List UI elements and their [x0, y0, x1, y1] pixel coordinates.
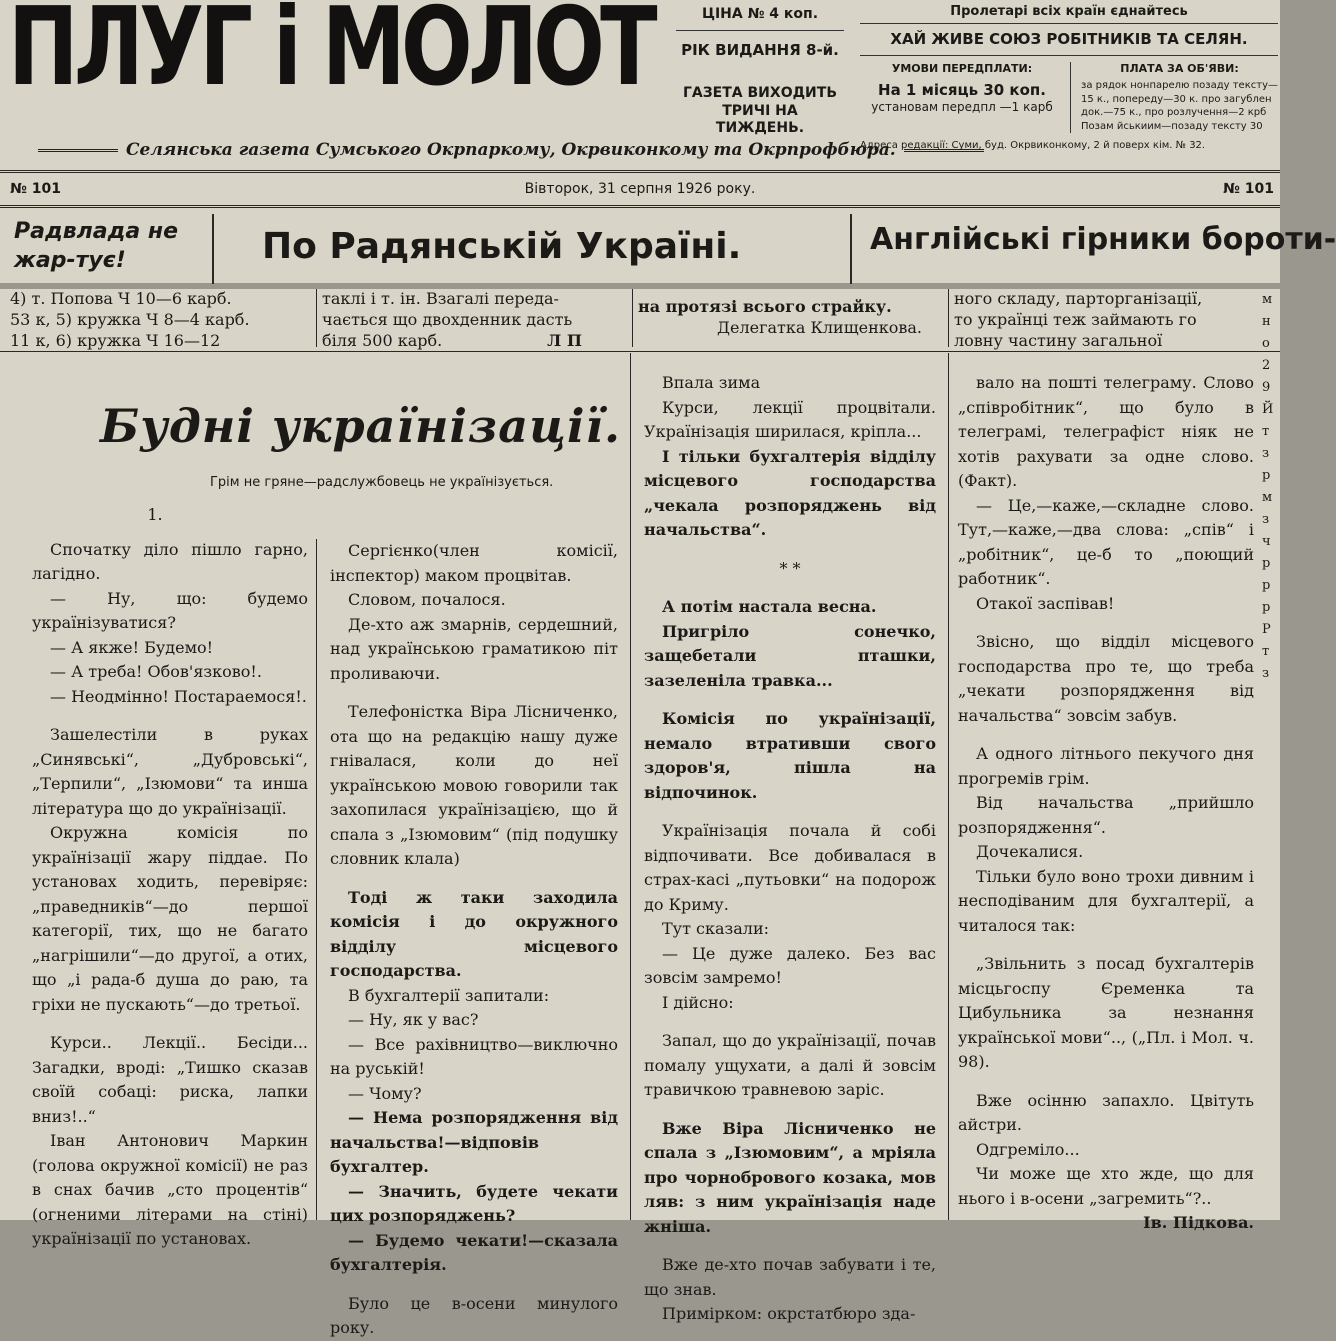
dateline	[0, 170, 1280, 208]
article-paragraph: * *	[779, 558, 801, 578]
article-paragraph: Спочатку діло пішло гарно, лагідно.	[32, 539, 308, 583]
strip-line: 4) т. Попова Ч 10—6 карб.	[10, 289, 232, 308]
strip-line: ного складу, парторганізації,	[954, 289, 1203, 308]
strip-signature: Л П	[547, 330, 582, 350]
strip-line: 11 к, 6) кружка Ч 16—12	[10, 330, 221, 350]
article-paragraph: — Будемо чекати!—сказала бухгалтерія.	[330, 1230, 618, 1274]
horizontal-rule	[0, 351, 1280, 352]
article-paragraph: Одгреміло...	[976, 1139, 1080, 1159]
column-divider	[316, 289, 317, 347]
article-paragraph: Вже Віра Лісниченко не спала з „Ізюмовим“, а мріяла про чорнобрового козака, мов ляв: з ним українізація наде жніша.	[644, 1118, 936, 1236]
article-paragraph: Чи може ще хто жде, що для нього і в-осени „загремить“?..	[958, 1164, 1254, 1208]
article-paragraph: Словом, почалося.	[348, 590, 506, 609]
strip-col-1	[10, 289, 310, 351]
article-paragraph: — А якже! Будемо!	[50, 637, 214, 657]
article-paragraph: — Це дуже далеко. Без вас зовсім замремо!	[644, 943, 936, 987]
article-title: Будні українізації.	[100, 399, 622, 453]
strip-line: біля 500 карб.	[322, 330, 443, 350]
headline-left: Радвлада не жар-тує!	[14, 219, 179, 273]
issue-number-left: № 101	[10, 181, 61, 197]
issue-date: Вівторок, 31 серпня 1926 року.	[524, 181, 756, 197]
article-column-4	[958, 371, 1254, 1236]
article-paragraph: Курси, лекції процвітали. Українізація ширилася, кріпла...	[644, 397, 936, 441]
article-paragraph: Пригріло сонечко, защебетали пташки, зазеленіла травка...	[644, 621, 936, 690]
editorial-address: Адреса редакції: Суми, буд. Окрвиконкому, 2 й поверх кім. № 32.	[860, 140, 1206, 152]
article-clipping	[0, 289, 1280, 1337]
subscription-institutions: установам передпл —1 карб	[871, 100, 1053, 115]
article-paragraph: Курси.. Лекції.. Бесіди... Загадки, вроді: „Тишко сказав своїй собаці: риска, лапки вниз!..“	[32, 1033, 308, 1126]
article-paragraph: Вже де-хто почав забувати і те, що знав.	[644, 1255, 936, 1299]
article-column-1	[32, 503, 308, 1252]
article-paragraph: Отакої заспівав!	[976, 593, 1115, 613]
column-divider	[632, 289, 633, 347]
article-paragraph: — А треба! Обов'язково!.	[50, 662, 262, 681]
previous-page-strip	[0, 289, 1280, 349]
newspaper-masthead-clipping	[0, 0, 1336, 283]
frequency-line-2: ТРИЧІ НА ТИЖДЕНЬ.	[715, 102, 805, 137]
article-paragraph: — Ну, що: будемо українізуватися?	[32, 588, 308, 632]
strip-signature: Делегатка Клищенкова.	[717, 317, 922, 337]
article-paragraph: Де-хто аж змарнів, сердешний, над українською граматикою піт проливаючи.	[330, 614, 618, 683]
frequency-line-1: ГАЗЕТА ВИХОДИТЬ	[682, 85, 837, 102]
article-paragraph: — Чому?	[348, 1083, 422, 1103]
column-divider	[316, 539, 317, 1220]
section-headlines	[0, 214, 1336, 284]
ad-rate-line: док.—75 к., про розлучення—2 крб	[1081, 107, 1267, 119]
headline-right: Англійські гірники бороти-	[870, 222, 1336, 257]
article-paragraph: Тільки було воно трохи дивним і несподіваним для бухгалтерії, а читалося так:	[958, 866, 1254, 935]
newspaper-title: ПЛУГ і МОЛОТ	[8, 0, 653, 110]
article-column-2	[330, 539, 618, 1341]
article-paragraph: Тут сказали:	[662, 919, 770, 938]
strip-col-2	[322, 289, 622, 351]
article-paragraph: Впала зима	[662, 373, 761, 392]
ad-rate-line: за рядок нонпарелю позаду тексту—	[1081, 80, 1278, 92]
article-paragraph: Телефоністка Віра Лісниченко, ота що на редакцію нашу дуже гнівалася, коли до неї українською мовою говорили так захопилася українізацією, що й спала з „Ізюмовим“ (під подушку словник клала)	[330, 702, 618, 868]
strip-line: то українці теж займають го	[954, 309, 1197, 329]
article-paragraph: Окружна комісія по українізації жару піддае. По установах ходить, перевіряє: „праведників“—до першої категорії, тих, що не багато „нагрішили“—до другої, а отих, що „і рада-б душа до раю, та гріхи не пускають“—до третьої.	[32, 823, 308, 1014]
subscription-terms	[860, 62, 1071, 133]
article-paragraph: Сергієнко(член комісії, інспектор) маком процвітав.	[330, 541, 618, 585]
article-paragraph: А одного літнього пекучого дня прогремів грім.	[958, 744, 1254, 788]
column-divider	[212, 214, 214, 284]
ad-rate-line: Позам йськиим—позаду тексту 30	[1081, 120, 1263, 132]
article-paragraph: — Ну, як у вас?	[348, 1010, 479, 1029]
article-paragraph: Від начальства „прийшло розпорядження“.	[958, 793, 1254, 837]
slogan: Пролетарі всіх країн єднайтесь	[860, 4, 1278, 24]
issue-number-right: № 101	[1223, 181, 1274, 197]
strip-col-4	[954, 289, 1260, 351]
column-divider	[948, 289, 949, 347]
subscription-heading: УМОВИ ПЕРЕДПЛАТИ:	[891, 62, 1033, 76]
section-number: 1.	[147, 505, 163, 524]
newspaper-subtitle: Селянська газета Сумського Окрпаркому, Окрвиконкому та Окрпрофбюра.	[30, 140, 730, 160]
ad-rates	[1071, 62, 1278, 133]
publication-year: РІК ВИДАННЯ 8-й.	[681, 40, 839, 59]
article-paragraph: А потім настала весна.	[662, 597, 877, 616]
article-paragraph: Запал, що до українізації, почав помалу ущухати, а далі й зовсім травичкою травневою заріс.	[644, 1031, 936, 1099]
article-paragraph: В бухгалтерії запитали:	[348, 985, 550, 1005]
article-paragraph: Іван Антонович Маркин (голова окружної комісії) не раз в снах бачив „сто процентів“ (огненими літерами на стіні) українізації по установах.	[32, 1131, 308, 1248]
article-paragraph: — Неодмінно! Постараемося!.	[50, 686, 307, 706]
article-paragraph: Дочекалися.	[976, 842, 1084, 861]
article-paragraph: Вже осінню запахло. Цвітуть айстри.	[958, 1090, 1254, 1134]
article-paragraph: Зашелестіли в руках „Синявські“, „Дубровські“, „Терпили“, „Ізюмови“ та инша література що до українізації.	[32, 725, 308, 818]
strip-line: таклі і т. ін. Взагалі переда-	[322, 289, 559, 308]
article-epigraph: Грім не гряне—радслужбовець не українізується.	[210, 475, 554, 490]
column-divider	[630, 353, 631, 1220]
article-paragraph: Тоді ж таки заходила комісія і до окружного відділу місцевого господарства.	[330, 887, 618, 980]
article-paragraph: — Це,—каже,—складне слово. Тут,—каже,—два слова: „спів“ і „робітник“, це-б то „поющий работник“.	[958, 495, 1254, 588]
strip-line: 53 к, 5) кружка Ч 8—4 карб.	[10, 309, 250, 329]
article-paragraph: Було це в-осени минулого року.	[330, 1293, 618, 1337]
article-column-3	[644, 371, 936, 1327]
article-paragraph: „Звільнить з посад бухгалтерів місцьгоспу Єременка та Цибульника за незнання української мови“.., („Пл. і Мол. ч. 98).	[958, 954, 1254, 1071]
column-divider	[850, 214, 852, 284]
article-paragraph: І тільки бухгалтерія відділу місцевого господарства „чекала розпоряджень від начальства“.	[644, 446, 936, 539]
article-paragraph: — Значить, будете чекати цих розпоряджень?	[330, 1181, 618, 1225]
strip-col-3	[638, 289, 938, 339]
article-paragraph: — Все рахівництво—виключно на руській!	[330, 1034, 618, 1078]
headline-center: По Радянській Україні.	[262, 226, 742, 267]
article-paragraph: І дійсно:	[662, 992, 734, 1012]
article-paragraph: Комісія по українізації, немало втративши свого здоров'я, пішла на відпочинок.	[644, 709, 936, 802]
article-paragraph: Примірком: окрстатбюро зда-	[662, 1304, 916, 1323]
ad-rates-heading: ПЛАТА ЗА ОБ'ЯВИ:	[1120, 62, 1239, 76]
strip-line: на протязі всього страйку.	[638, 297, 892, 316]
article-signature: Ів. Підкова.	[1143, 1213, 1254, 1232]
column-divider	[948, 353, 949, 1220]
strip-line: ловну частину загальної	[954, 330, 1163, 350]
article-paragraph: Звісно, що відділ місцевого господарства про те, що треба „чекати розпорядження від начальства“ зовсім забув.	[958, 632, 1254, 725]
ad-rate-line: 15 к., попереду—30 к. про загублен	[1081, 93, 1272, 105]
price-box	[676, 6, 844, 138]
adjacent-column-edge: м н о 2 9 Й т з р м з ч р р р Р т з	[1262, 292, 1274, 681]
strip-line: чається що двохденник дасть	[322, 309, 573, 329]
article-paragraph: — Нема розпорядження від начальства!—відповів бухгалтер.	[330, 1108, 618, 1176]
article-paragraph: Українізація почала й собі відпочивати. Все добивалася в страх-касі „путьовки“ на подорож до Криму.	[644, 821, 936, 914]
price: ЦІНА № 4 коп.	[676, 6, 844, 31]
article-paragraph: вало на пошті телеграму. Слово „співробітник“, що було в телеграмі, телеграфіст ніяк не хотів рахувати за одне слово. (Факт).	[958, 373, 1254, 490]
slogan-secondary: ХАЙ ЖИВЕ СОЮЗ РОБІТНИКІВ ТА СЕЛЯН.	[860, 30, 1278, 57]
subscription-monthly: На 1 місяць 30 коп.	[878, 80, 1046, 99]
subscription-box	[860, 4, 1278, 152]
